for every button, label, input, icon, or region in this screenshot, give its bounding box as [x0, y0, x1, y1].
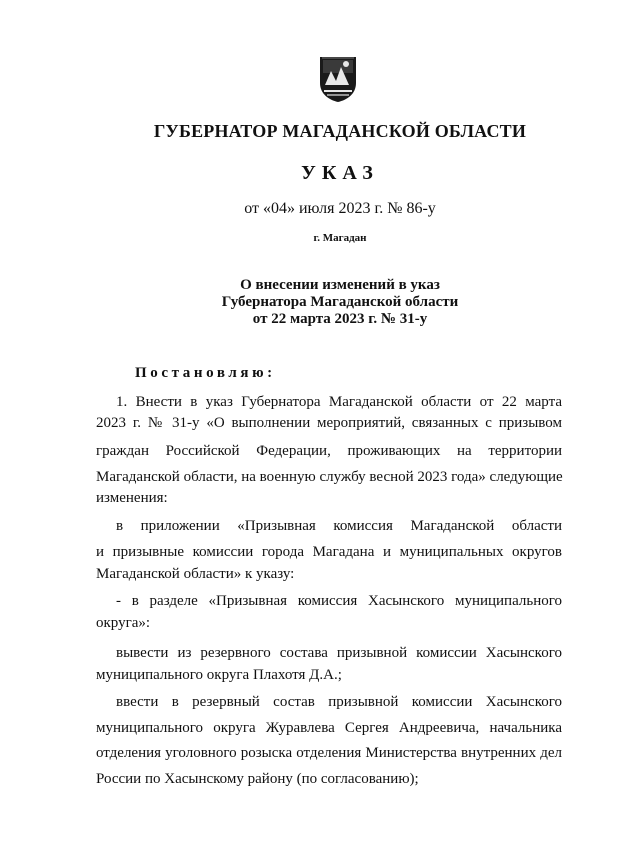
body-line: граждан Российской Федерации, проживающих на территории [96, 443, 562, 459]
body-line: в приложении «Призывная комиссия Магаданской области [116, 518, 562, 534]
body-line: округа»: [96, 615, 151, 631]
issuing-authority: ГУБЕРНАТОР МАГАДАНСКОЙ ОБЛАСТИ [153, 121, 527, 141]
subject-line: О внесении изменений в указ [240, 277, 440, 293]
body-line: - в разделе «Призывная комиссия Хасынского муниципального [116, 593, 562, 609]
body-line: 1. Внести в указ Губернатора Магаданской области от 22 марта [116, 394, 562, 410]
body-line: муниципального округа Журавлева Сергея Андреевича, начальника [96, 720, 562, 736]
body-line: Магаданской области, на военную службу весной 2023 года» следующие [96, 469, 563, 485]
body-line: ввести в резервный состав призывной комиссии Хасынского [116, 694, 562, 710]
body-line: вывести из резервного состава призывной комиссии Хасынского [116, 645, 562, 661]
resolve-heading: Постановляю: [135, 365, 276, 381]
subject-line: от 22 марта 2023 г. № 31-у [252, 311, 428, 327]
body-line: муниципального округа Плахотя Д.А.; [96, 667, 342, 683]
body-line: отделения уголовного розыска отделения Министерства внутренних дел [96, 745, 562, 761]
document-city: г. Магадан [313, 232, 367, 244]
body-line: изменения: [96, 490, 168, 506]
document-subject [0, 277, 640, 328]
body-line: и призывные комиссии города Магадана и муниципальных округов [96, 544, 562, 560]
document-date-number: от «04» июля 2023 г. № 86-у [244, 200, 436, 217]
body-line: 2023 г. № 31-у «О выполнении мероприятий, связанных с призывом [96, 415, 562, 431]
body-line: Магаданской области» к указу: [96, 566, 295, 582]
document-type: УКАЗ [301, 162, 379, 184]
subject-line: Губернатора Магаданской области [221, 294, 459, 310]
magadan-region-coat-of-arms-icon [319, 55, 357, 103]
body-line: России по Хасынскому району (по согласованию); [96, 771, 419, 787]
